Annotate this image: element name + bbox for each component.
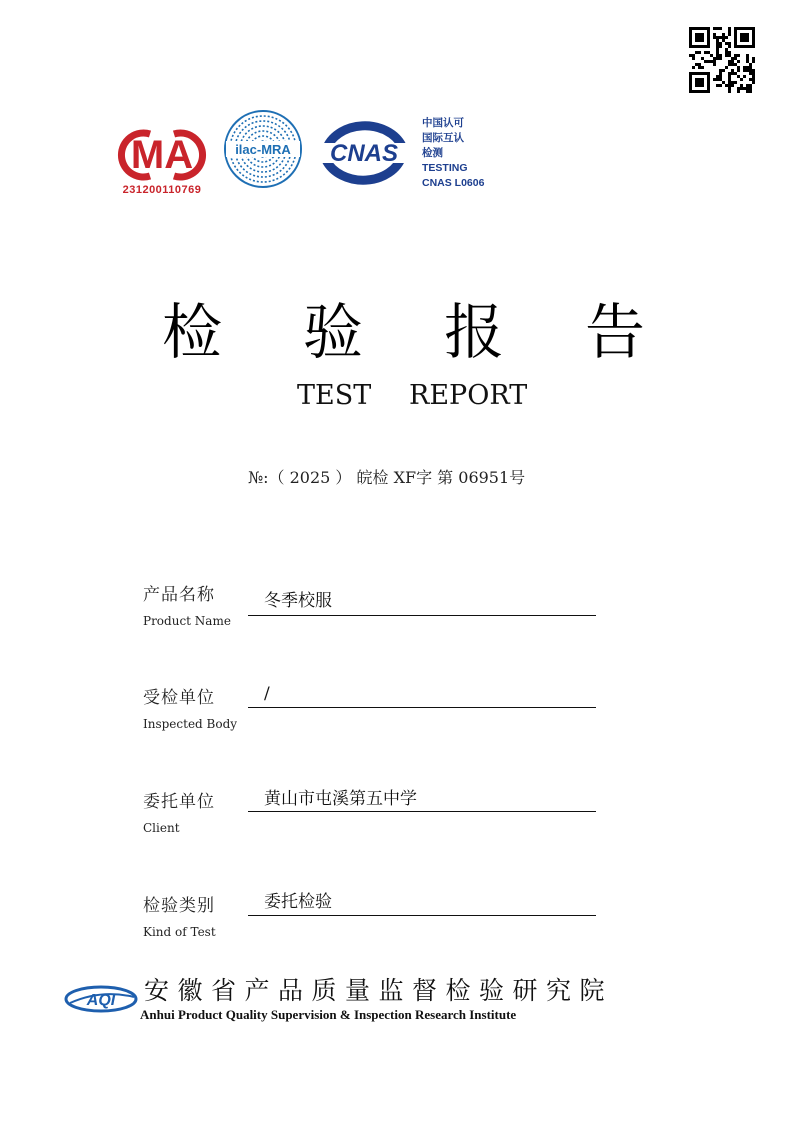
report-number-prefix: №:: [248, 468, 269, 487]
field-label-en: Inspected Body: [143, 717, 238, 731]
field-label-cn: 检验类别: [143, 896, 215, 916]
field-value: 委托检验: [264, 892, 332, 912]
field-label-en: Kind of Test: [143, 925, 216, 939]
field-value: 黄山市屯溪第五中学: [264, 789, 417, 809]
report-title-chinese: [0, 298, 794, 368]
field-value: /: [264, 684, 270, 704]
field-underline: [248, 707, 596, 708]
title-char: 检: [162, 298, 222, 368]
qr-code-icon: [689, 27, 755, 93]
title-word-test: TEST: [297, 380, 372, 411]
title-char: 报: [444, 298, 504, 368]
title-char: 告: [585, 298, 645, 368]
title-char: 验: [303, 298, 363, 368]
cnas-caption-line: CNAS L0606: [422, 177, 485, 189]
field-client: [143, 790, 603, 850]
field-label-cn: 受检单位: [143, 688, 215, 708]
institute-name-cn: 安徽省产品质量监督检验研究院: [144, 976, 614, 1005]
field-label-cn: 委托单位: [143, 792, 215, 812]
field-kind-of-test: [143, 894, 603, 954]
field-inspected-body: [143, 686, 603, 746]
field-underline: [248, 915, 596, 916]
field-underline: [248, 811, 596, 812]
title-word-report: REPORT: [409, 380, 528, 411]
report-title-english: [0, 378, 794, 414]
report-number-text: （ 2025 ） 皖检 XF字 第 06951号: [268, 468, 526, 487]
cnas-logo-text: CNAS: [329, 140, 399, 167]
cnas-caption-line: 国际互认: [422, 132, 464, 144]
cnas-caption-line: 中国认可: [422, 117, 464, 129]
field-label-en: Client: [143, 821, 180, 835]
report-number: [248, 466, 525, 490]
cma-number: 231200110769: [122, 184, 202, 196]
field-underline: [248, 615, 596, 616]
cnas-logo: [316, 120, 412, 186]
ilac-mra-logo: [222, 108, 304, 190]
field-label-en: Product Name: [143, 614, 231, 628]
cnas-caption-line: 检测: [422, 147, 443, 159]
cma-logo: [110, 126, 214, 204]
cnas-caption: [422, 116, 502, 191]
cma-logo-text: MA: [130, 133, 194, 177]
field-value: 冬季校服: [264, 591, 332, 611]
institute-block: [64, 975, 704, 1025]
field-product-name: [143, 583, 603, 643]
cnas-caption-line: TESTING: [422, 162, 468, 174]
aqi-logo: [64, 985, 138, 1013]
aqi-logo-text: AQI: [86, 992, 116, 1009]
field-label-cn: 产品名称: [143, 585, 215, 605]
accreditation-logos: [110, 108, 500, 204]
ilac-logo-text: ilac-MRA: [235, 142, 291, 157]
institute-name-en: Anhui Product Quality Supervision & Inspection Research Institute: [140, 1007, 517, 1022]
